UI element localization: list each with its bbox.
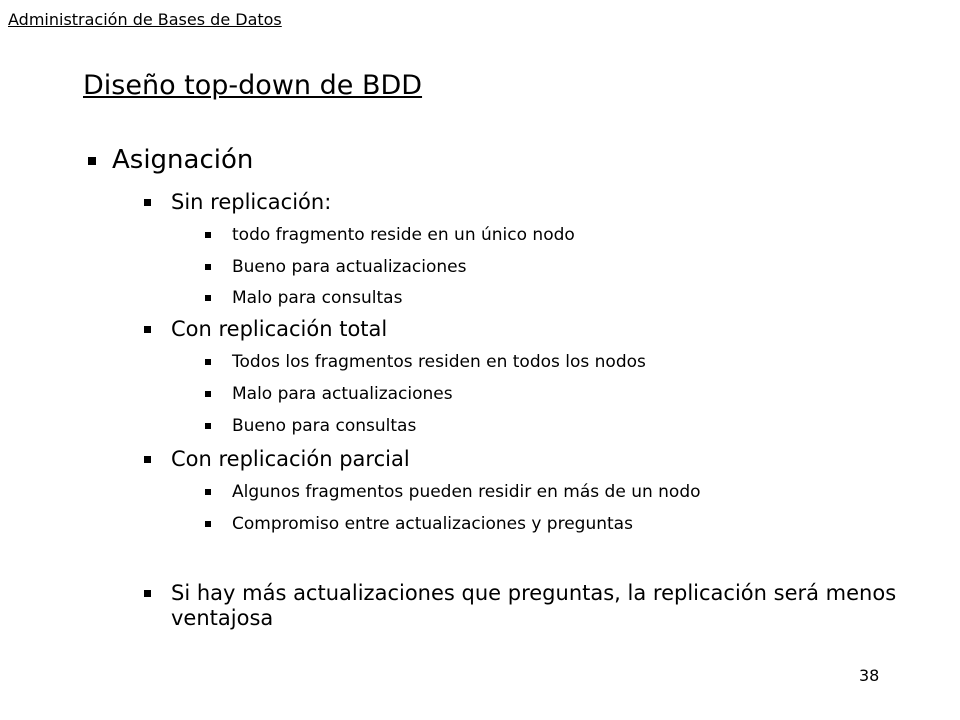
item-sin-2: Bueno para actualizaciones xyxy=(232,257,467,277)
square-bullet-icon xyxy=(144,456,151,463)
square-bullet-icon xyxy=(205,521,211,527)
square-bullet-icon xyxy=(205,423,211,429)
item-asignacion: Asignación xyxy=(112,145,254,175)
item-total-1: Todos los fragmentos residen en todos los nodos xyxy=(232,352,646,372)
square-bullet-icon xyxy=(205,295,211,301)
square-bullet-icon xyxy=(144,326,151,333)
square-bullet-icon xyxy=(205,264,211,270)
item-conclusion: Si hay más actualizaciones que preguntas, la replicación será menos ventajosa xyxy=(171,581,897,630)
square-bullet-icon xyxy=(205,359,211,365)
item-total-2: Malo para actualizaciones xyxy=(232,384,453,404)
item-sin-3: Malo para consultas xyxy=(232,288,403,308)
square-bullet-icon xyxy=(205,232,211,238)
slide-title: Diseño top-down de BDD xyxy=(83,70,423,101)
square-bullet-icon xyxy=(205,489,211,495)
document-header: Administración de Bases de Datos xyxy=(8,10,282,29)
item-sin-1: todo fragmento reside en un único nodo xyxy=(232,225,575,245)
square-bullet-icon xyxy=(144,199,151,206)
page-number: 38 xyxy=(859,666,880,685)
item-parcial-1: Algunos fragmentos pueden residir en más de un nodo xyxy=(232,482,701,502)
item-parcial-2: Compromiso entre actualizaciones y preguntas xyxy=(232,514,633,534)
item-sin-replicacion: Sin replicación: xyxy=(171,190,332,214)
square-bullet-icon xyxy=(205,391,211,397)
square-bullet-icon xyxy=(88,157,96,165)
item-con-replicacion-parcial: Con replicación parcial xyxy=(171,447,410,471)
item-total-3: Bueno para consultas xyxy=(232,416,417,436)
square-bullet-icon xyxy=(144,590,151,597)
item-con-replicacion-total: Con replicación total xyxy=(171,317,388,341)
